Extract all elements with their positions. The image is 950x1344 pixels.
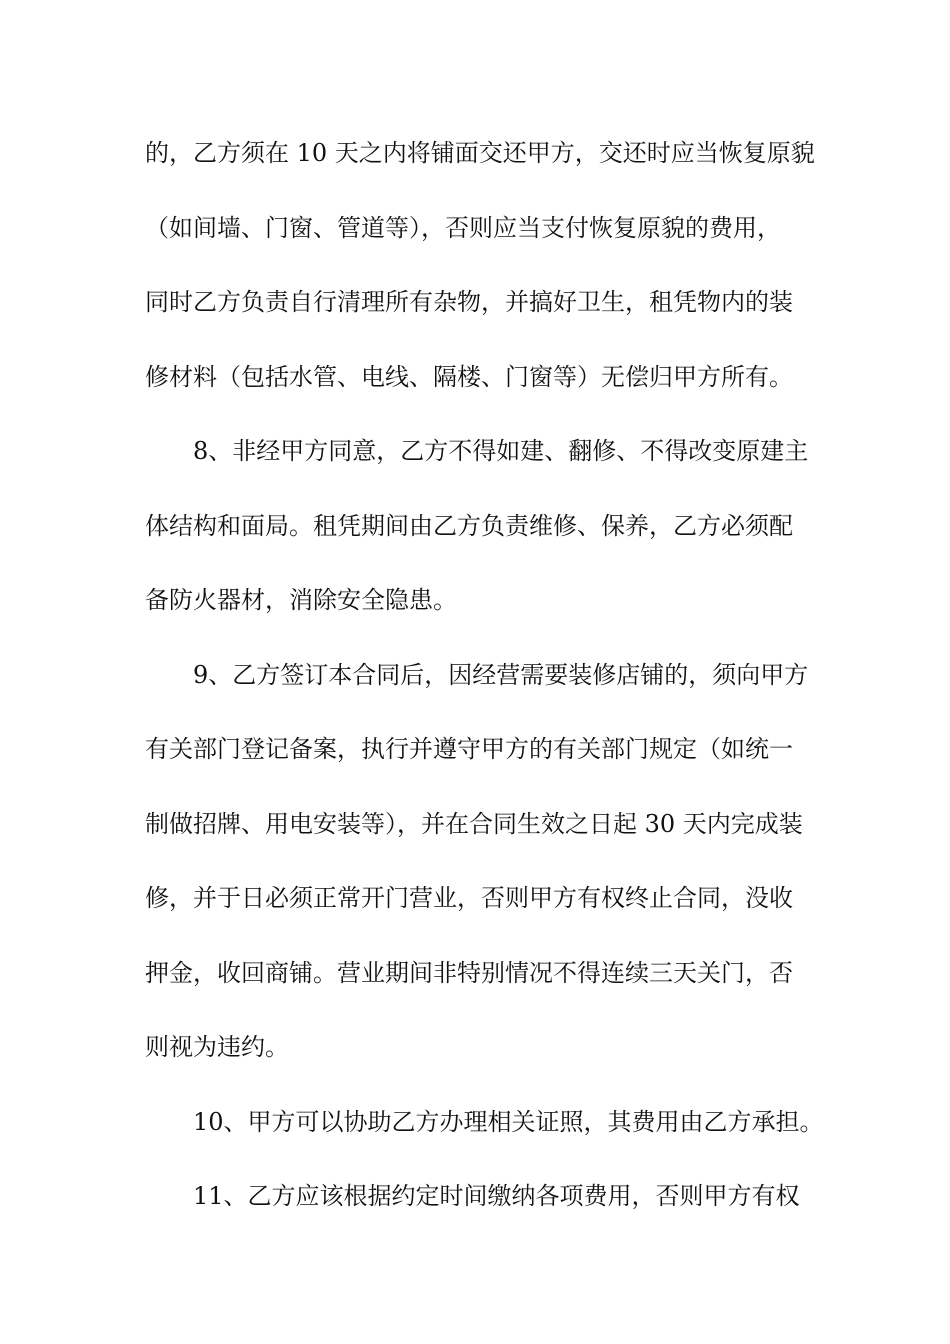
text-line: （如间墙、门窗、管道等），否则应当支付恢复原貌的费用， — [145, 213, 781, 242]
text-line: 备防火器材，消除安全隐患。 — [145, 586, 457, 614]
text-line: 则视为违约。 — [145, 1033, 289, 1061]
text-line-clause-9: 9、乙方签订本合同后，因经营需要装修店铺的，须向甲方 — [193, 660, 809, 689]
text-line-clause-10: 10、甲方可以协助乙方办理相关证照，其费用由乙方承担。 — [193, 1107, 824, 1136]
text-line: 的，乙方须在 10 天之内将铺面交还甲方，交还时应当恢复原貌 — [145, 139, 815, 167]
text-line: 同时乙方负责自行清理所有杂物，并搞好卫生，租凭物内的装 — [145, 288, 793, 316]
document-body — [145, 116, 824, 1234]
text-line-clause-11: 11、乙方应该根据约定时间缴纳各项费用，否则甲方有权 — [193, 1182, 800, 1210]
text-line-clause-8: 8、非经甲方同意，乙方不得如建、翻修、不得改变原建主 — [193, 437, 809, 465]
text-line: 修材料（包括水管、电线、隔楼、门窗等）无偿归甲方所有。 — [145, 362, 793, 391]
text-line: 有关部门登记备案，执行并遵守甲方的有关部门规定（如统一 — [145, 735, 793, 763]
text-line: 体结构和面局。租凭期间由乙方负责维修、保养，乙方必须配 — [145, 511, 793, 540]
text-line: 押金，收回商铺。营业期间非特别情况不得连续三天关门，否 — [145, 958, 793, 987]
text-line: 制做招牌、用电安装等），并在合同生效之日起 30 天内完成装 — [145, 809, 803, 838]
text-line: 修，并于日必须正常开门营业，否则甲方有权终止合同，没收 — [145, 884, 793, 912]
